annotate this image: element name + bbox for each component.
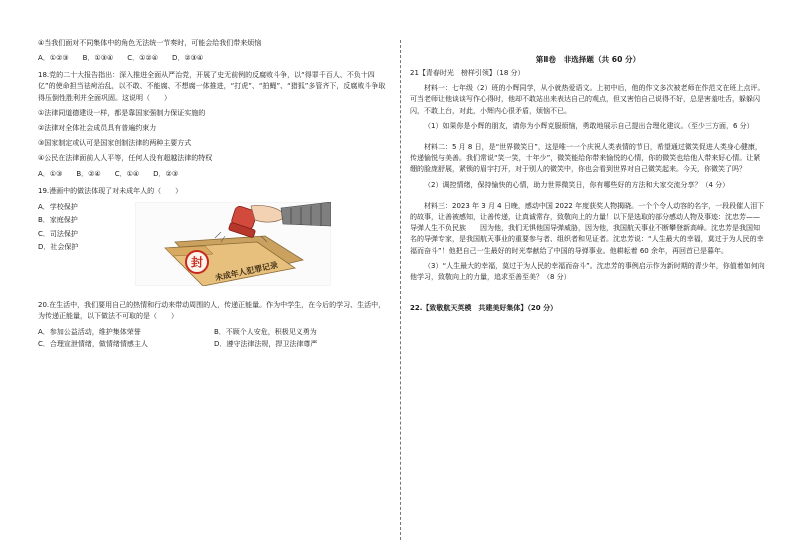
q17-option-a: A．①②③	[38, 54, 69, 63]
material-1: 材料一：七年级（2）班的小辉同学，从小就热爱语文。上初中后，他的作文多次被老师在作范文在班上点评。可当老师让他谈谈写作心得时，他却不敢站出来表达自己的观点，但又害怕自己说得不好，总是害羞吐舌，躲躲闪闪，不敢上台，对此，小辉内心很矛盾，烦恼不已。	[410, 84, 765, 115]
q17-item-4: ④当我们面对不同集体中的角色无法统一节奏时，可能会给我们带来烦恼	[38, 39, 262, 47]
q17-options	[38, 53, 392, 64]
left-column	[38, 38, 392, 350]
q18-item-1: ①法律同道德建设一样，都是靠国家强制力保证实施的	[38, 108, 206, 117]
column-divider	[400, 40, 401, 540]
right-column	[410, 54, 766, 314]
q21-2: （2）调控情绪，保持愉快的心情，助力世界微笑日，你有哪些好的方法和大家交流分享？（4 分）	[424, 180, 730, 189]
q21-header: 21【青春时光 榜样引领】（18 分）	[410, 69, 525, 77]
q21-1: （1）如果你是小辉的朋友，请你为小辉克服烦恼，勇敢地展示自己提出合理化建议。（至少三方面，6 分）	[424, 121, 754, 130]
q20-option-b: B．不顾个人安危，积极见义勇为	[214, 328, 317, 337]
q17-option-d: D．②③④	[171, 54, 204, 63]
material-2: 材料二：5 月 8 日，是“世界微笑日”，这是唯一一个庆祝人类表情的节日，希望通过微笑促进人类身心健康，传递愉悦与美善。我们常说“笑一笑，十年少”，微笑能给你带来愉悦的心情，你的微笑也给他人带来好心情。让紧绷的脸庞舒展，紧锁的眉宇打开，对于别人的微笑中，你也会看到世界对自己微笑起来。今天，你微笑了吗？	[410, 143, 762, 174]
q20-option-a: A．参加公益活动，维护集体荣誉	[38, 328, 141, 337]
question-19	[38, 186, 392, 290]
q19-option-c: C．司法保护	[38, 229, 78, 238]
q20-options	[38, 326, 392, 350]
cartoon-sealing-juvenile-record	[135, 202, 331, 286]
material-3: 材料三：2023 年 3 月 4 日晚，感动中国 2022 年度获奖人物揭晓。一个个令人动容的名字，一段段催人泪下的故事，让善被感知，让善传递，让真诚常存，致敬向上的力量！以下是选取的部分感动人物及事迹：沈忠芳——导弹人生不负民族 因为他，我们无惧他国导弹威胁，因为他，我国航天事业不断攀登新高峰。沈忠芳是我国知名的导弹专家，是我国航天事业的重要参与者、组织者和见证者。沈忠芳说：“人生最大的幸福，莫过于为人民的幸福而奋斗”！他把自己一生最好的时光奉献给了中国的导弹事业。他耕耘着 60 余年，再回首已是暮年。	[410, 201, 765, 255]
q19-option-d: D．社会保护	[38, 243, 79, 252]
q19-stem: 19.漫画中的做法体现了对未成年人的（ ）	[38, 186, 183, 195]
q18-options	[38, 169, 392, 180]
q20-option-c: C．合理宣泄情绪，做情绪情感主人	[38, 340, 148, 349]
q18-option-c: C．①④	[114, 169, 140, 178]
q20-option-d: D．遵守法律法规，捍卫法律尊严	[214, 340, 318, 349]
q17-option-b: B．①③④	[82, 54, 114, 63]
q19-option-a: A．学校保护	[38, 202, 78, 211]
q19-option-b: B．家庭保护	[38, 216, 78, 225]
section-title: 第Ⅱ卷 非选择题（共 60 分）	[535, 55, 641, 64]
seal-character: 封	[190, 255, 204, 270]
folder-label: 未成年人犯罪记录	[214, 260, 279, 283]
q18-item-2: ②法律对全体社会成员具有普遍约束力	[38, 124, 157, 133]
q18-option-b: B．②④	[76, 169, 101, 178]
q18-option-d: D．②③	[153, 169, 179, 178]
q17-option-c: C．①②④	[127, 54, 158, 63]
q20-stem: 20.在生活中，我们要用自己的热情和行动来带动周围的人，传递正能量。作为中学生，在今后的学习、生活中，为传递正能量，以下做法不可取的是（ ）	[38, 300, 386, 320]
q18-option-a: A．①③	[38, 169, 63, 178]
q18-stem: 18.党的二十大报告指出：深入推进全面从严治党，开展了史无前例的反腐败斗争，以“得罪千百人、不负十四亿”的使命担当祛疴治乱，以不敢、不能腐、不想腐一体推进，“打虎”、“拍蝇”、“猎狐”多管齐下，反腐败斗争取得压倒性胜利并全面巩固。这说明（ ）	[38, 71, 386, 102]
q21-3: （3）“人生最大的幸福，莫过于为人民的幸福而奋斗”。沈忠芳的事例启示作为新时期的青少年，你值着如何向他学习，致敬向上的力量，追求至善至美？（8 分）	[410, 261, 765, 282]
q18-item-4: ④公民在法律面前人人平等，任何人没有超越法律的特权	[38, 154, 213, 163]
q22-header: 22.【致敬航天英模 共建美好集体】（20 分）	[410, 304, 558, 313]
q18-item-3: ③国家制定或认可是国家创制法律的两种主要方式	[38, 139, 192, 148]
